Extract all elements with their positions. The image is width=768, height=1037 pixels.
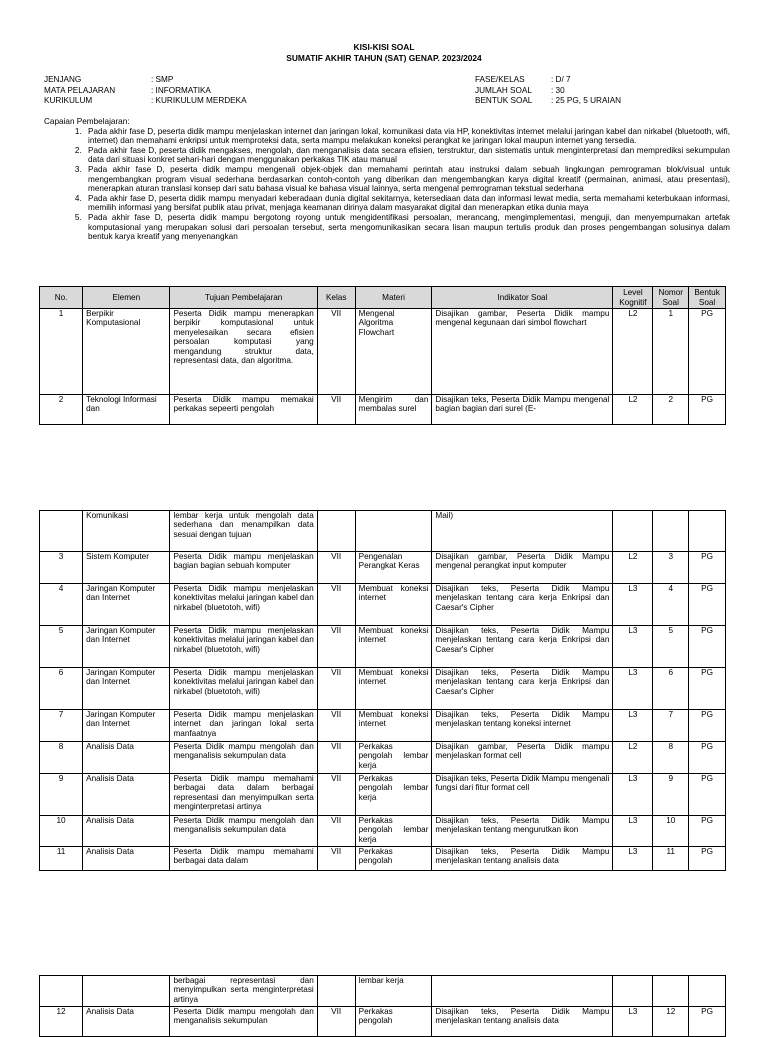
cell-elemen: Jaringan Komputer dan Internet — [83, 668, 170, 710]
cell-tujuan: lembar kerja untuk mengolah data sederhana dan menampilkan data sesuai dengan tujuan — [170, 511, 317, 552]
cell-kelas: VII — [317, 847, 355, 871]
cell-bentuk — [689, 511, 726, 552]
cell-kelas: VII — [317, 552, 355, 584]
cell-materi: Pengenalan Perangkat Keras — [355, 552, 432, 584]
cell-kelas: VII — [317, 774, 355, 816]
cell-level: L2 — [613, 395, 653, 425]
cell-indikator: Mail) — [432, 511, 613, 552]
cell-tujuan: Peserta Didik mampu menjelaskan konektivitas melalui jaringan kabel dan nirkabel (bluetotoh, wifi) — [170, 584, 317, 626]
capaian-heading: Capaian Pembelajaran: — [44, 117, 130, 126]
cell-no: 5 — [40, 626, 83, 668]
header-no: No. — [40, 287, 83, 309]
cell-nomor: 5 — [653, 626, 689, 668]
table-header-row — [40, 287, 726, 309]
cell-tujuan: Peserta Didik mampu mengolah dan menganalisis sekumpulan — [170, 1007, 317, 1037]
cell-indikator: Disajikan gambar, Peserta Didik Mampu mengenal perangkat input komputer — [432, 552, 613, 584]
table-row — [40, 742, 726, 774]
cell-kelas: VII — [317, 1007, 355, 1037]
meta-label: BENTUK SOAL — [475, 96, 533, 105]
cell-elemen: Analisis Data — [83, 742, 170, 774]
cell-bentuk: PG — [689, 847, 726, 871]
cell-kelas: VII — [317, 626, 355, 668]
header-materi: Materi — [355, 287, 432, 309]
cell-kelas: VII — [317, 309, 355, 395]
cell-bentuk: PG — [689, 626, 726, 668]
cell-materi: Perkakas pengolah lembar kerja — [355, 816, 432, 847]
cell-materi: lembar kerja — [355, 976, 432, 1007]
cell-materi: Perkakas pengolah lembar kerja — [355, 742, 432, 774]
meta-right-labels — [475, 75, 532, 107]
cell-no: 10 — [40, 816, 83, 847]
cell-bentuk: PG — [689, 774, 726, 816]
meta-value: : INFORMATIKA — [151, 85, 211, 95]
header-bentuk: Bentuk Soal — [689, 287, 726, 309]
meta-value: : 25 PG, 5 URAIAN — [551, 96, 622, 105]
kisi-table-page3 — [39, 975, 726, 1037]
cell-indikator — [432, 976, 613, 1007]
cell-level: L3 — [613, 816, 653, 847]
cell-level: L2 — [613, 742, 653, 774]
cell-indikator: Disajikan teks, Peserta Didik Mampu menjelaskan tentang koneksi internet — [432, 710, 613, 742]
cell-bentuk: PG — [689, 395, 726, 425]
cell-indikator: Disajikan teks, Peserta Didik Mampu mengenal bagian bagian dari surel (E- — [432, 395, 613, 425]
cell-bentuk: PG — [689, 552, 726, 584]
meta-left-labels — [44, 75, 115, 107]
table-row — [40, 976, 726, 1007]
kisi-table-page1 — [39, 286, 726, 425]
header-nomor: Nomor Soal — [653, 287, 689, 309]
cell-level: L3 — [613, 626, 653, 668]
capaian-item: 2. Pada akhir fase D, peserta didik mengakses, mengolah, dan menganalisis data secara efisien, terstruktur, dan sistematis untuk menginterpretasi dan memprediksi sekumpulan data dari situasi konkret sehari-hari dengan menggunakan perkakas TIK atau manual — [84, 146, 730, 165]
cell-elemen: Sistem Komputer — [83, 552, 170, 584]
cell-kelas: VII — [317, 668, 355, 710]
cell-level: L3 — [613, 668, 653, 710]
cell-tujuan: Peserta Didik mampu mengolah dan menganalisis sekumpulan data — [170, 816, 317, 847]
table-row — [40, 847, 726, 871]
cell-elemen: Analisis Data — [83, 774, 170, 816]
cell-kelas: VII — [317, 395, 355, 425]
meta-label: JUMLAH SOAL — [475, 85, 532, 95]
cell-materi: Membuat koneksi internet — [355, 626, 432, 668]
table-row — [40, 626, 726, 668]
cell-tujuan: Peserta Didik mampu menjelaskan internet dan jaringan lokal serta manfaatnya — [170, 710, 317, 742]
cell-level: L3 — [613, 710, 653, 742]
capaian-item: 3. Pada akhir fase D, peserta didik mampu mengenali objek-objek dan memahami perintah atau instruksi dalam sebuah lingkungan pemrograman blok/visual untuk mengembangkan program visual sederhana berdasarkan contoh-contoh yang diberikan dan mengembangkan karya digital kreatif (permainan, animasi, atau presentasi), menerapkan aturan translasi konsep dari satu bahasa visual ke bahasa visual lainnya, serta mengenal pemrograman tekstual sederhana — [84, 165, 730, 194]
header-tujuan: Tujuan Pembelajaran — [170, 287, 317, 309]
cell-nomor: 9 — [653, 774, 689, 816]
header-level: Level Kognitif — [613, 287, 653, 309]
cell-materi: Mengenal Algoritma Flowchart — [355, 309, 432, 395]
header-kelas: Kelas — [317, 287, 355, 309]
meta-label: KURIKULUM — [44, 96, 93, 105]
cell-tujuan: Peserta Didik mampu memahami berbagai data dalam berbagai representasi dan menyimpulkan serta menginterpretasi artinya — [170, 774, 317, 816]
cell-level: L3 — [613, 774, 653, 816]
table-row — [40, 395, 726, 425]
cell-bentuk: PG — [689, 584, 726, 626]
meta-label: MATA PELAJARAN — [44, 85, 116, 95]
cell-materi: Membuat koneksi internet — [355, 710, 432, 742]
table-row — [40, 816, 726, 847]
cell-kelas: VII — [317, 584, 355, 626]
meta-label: JENJANG — [44, 75, 82, 84]
header-elemen: Elemen — [83, 287, 170, 309]
cell-tujuan: Peserta Didik mampu menjelaskan konektivitas melalui jaringan kabel dan nirkabel (bluetotoh, wifi) — [170, 668, 317, 710]
cell-no — [40, 511, 83, 552]
cell-tujuan: berbagai representasi dan menyimpulkan serta menginterpretasi artinya — [170, 976, 317, 1007]
cell-nomor: 6 — [653, 668, 689, 710]
cell-nomor: 3 — [653, 552, 689, 584]
meta-value: : SMP — [151, 75, 174, 84]
cell-no: 9 — [40, 774, 83, 816]
cell-no: 3 — [40, 552, 83, 584]
meta-left-values — [151, 75, 247, 107]
cell-materi: Perkakas pengolah — [355, 847, 432, 871]
cell-indikator: Disajikan teks, Peserta Didik Mampu mengenali fungsi dari fitur format cell — [432, 774, 613, 816]
cell-indikator: Disajikan teks, Peserta Didik Mampu menjelaskan tentang analisis data — [432, 1007, 613, 1037]
cell-materi: Membuat koneksi internet — [355, 584, 432, 626]
cell-bentuk — [689, 976, 726, 1007]
capaian-list — [44, 127, 730, 242]
cell-materi: Membuat koneksi internet — [355, 668, 432, 710]
cell-elemen: Jaringan Komputer dan Internet — [83, 710, 170, 742]
cell-tujuan: Peserta Didik mampu menjelaskan bagian bagian sebuah komputer — [170, 552, 317, 584]
cell-level: L3 — [613, 584, 653, 626]
cell-no: 6 — [40, 668, 83, 710]
cell-tujuan: Peserta Didik mampu memakai perkakas sepeerti pengolah — [170, 395, 317, 425]
cell-level — [613, 976, 653, 1007]
cell-bentuk: PG — [689, 816, 726, 847]
cell-nomor — [653, 511, 689, 552]
cell-indikator: Disajikan gambar, Peserta Didik mampu menjelaskan format cell — [432, 742, 613, 774]
cell-indikator: Disajikan teks, Peserta Didik Mampu menjelaskan tentang cara kerja Enkripsi dan Caesar's Cipher — [432, 626, 613, 668]
cell-elemen: Teknologi Informasi dan — [83, 395, 170, 425]
cell-bentuk: PG — [689, 668, 726, 710]
capaian-item: 5. Pada akhir fase D, peserta didik mampu bergotong royong untuk mengidentifikasi persoalan, merancang, mengimplementasi, menguji, dan menyempurnakan artefak komputasional yang merupakan solusi dari persoalan tersebut, serta mengomunikasikan secara lisan maupun tertulis produk dan proses pengembangan solusinya dalam bentuk karya kreatif yang menyenangkan — [84, 213, 730, 242]
doc-title: KISI-KISI SOAL — [353, 42, 415, 52]
cell-nomor: 2 — [653, 395, 689, 425]
table-row — [40, 774, 726, 816]
cell-tujuan: Peserta Didik mampu mengolah dan menganalisis sekumpulan data — [170, 742, 317, 774]
cell-materi: Mengirim dan membalas surel — [355, 395, 432, 425]
cell-bentuk: PG — [689, 309, 726, 395]
cell-elemen: Berpikir Komputasional — [83, 309, 170, 395]
cell-materi: Perkakas pengolah lembar kerja — [355, 774, 432, 816]
cell-indikator: Disajikan teks, Peserta Didik Mampu menjelaskan tentang analisis data — [432, 847, 613, 871]
cell-nomor: 12 — [653, 1007, 689, 1037]
cell-tujuan: Peserta Didik mampu menjelaskan konektivitas melalui jaringan kabel dan nirkabel (bluetotoh, wifi) — [170, 626, 317, 668]
meta-block — [44, 75, 734, 109]
cell-no: 2 — [40, 395, 83, 425]
cell-bentuk: PG — [689, 742, 726, 774]
header-indikator: Indikator Soal — [432, 287, 613, 309]
cell-no: 12 — [40, 1007, 83, 1037]
table-row — [40, 309, 726, 395]
cell-tujuan: Peserta Didik mampu menerapkan berpikir komputasional untuk menyelesaikan secara efisien persoalan komputasi yang mengandung struktur data, representasi data, dan algoritma. — [170, 309, 317, 395]
cell-indikator: Disajikan teks, Peserta Didik Mampu menjelaskan tentang cara kerja Enkripsi dan Caesar's Cipher — [432, 668, 613, 710]
capaian-item: 4. Pada akhir fase D, peserta didik mampu menyadari keberadaan dunia digital sekitarnya, ketersediaan data dan informasi lewat media, serta memahami keterbukaan informasi, memilih informasi yang bersifat publik atau privat, menjaga keamanan dirinya dalam masyarakat digital dan menerapkan etika dunia maya — [84, 194, 730, 213]
cell-level — [613, 511, 653, 552]
cell-nomor: 7 — [653, 710, 689, 742]
cell-no: 1 — [40, 309, 83, 395]
meta-value: : D/ 7 — [551, 75, 571, 84]
table-row — [40, 1007, 726, 1037]
cell-elemen — [83, 976, 170, 1007]
cell-indikator: Disajikan gambar, Peserta Didik mampu mengenal kegunaan dari simbol flowchart — [432, 309, 613, 395]
cell-elemen: Jaringan Komputer dan Internet — [83, 584, 170, 626]
table-row — [40, 668, 726, 710]
cell-no: 4 — [40, 584, 83, 626]
cell-kelas: VII — [317, 710, 355, 742]
cell-no: 11 — [40, 847, 83, 871]
cell-level: L3 — [613, 1007, 653, 1037]
kisi-table-page2 — [39, 510, 726, 871]
cell-level: L2 — [613, 309, 653, 395]
capaian-item: 1. Pada akhir fase D, peserta didik mampu menjelaskan internet dan jaringan lokal, komunikasi data via HP, konektivitas internet melalui jaringan kabel dan nirkabel (bluetooth, wifi, internet) dan memahami enkripsi untuk memproteksi data, serta mampu melakukan koneksi perangkat ke jaringan lokal maupun internet yang tersedia. — [84, 127, 730, 146]
doc-subtitle: SUMATIF AKHIR TAHUN (SAT) GENAP. 2023/2024 — [286, 53, 482, 63]
cell-nomor: 8 — [653, 742, 689, 774]
table-row — [40, 710, 726, 742]
cell-nomor: 1 — [653, 309, 689, 395]
cell-indikator: Disajikan teks, Peserta Didik Mampu menjelaskan tentang mengurutkan ikon — [432, 816, 613, 847]
table-row — [40, 511, 726, 552]
cell-nomor — [653, 976, 689, 1007]
table-row — [40, 584, 726, 626]
cell-kelas: VII — [317, 816, 355, 847]
cell-level: L3 — [613, 847, 653, 871]
cell-elemen: Analisis Data — [83, 1007, 170, 1037]
cell-level: L2 — [613, 552, 653, 584]
meta-label: FASE/KELAS — [475, 75, 525, 84]
cell-nomor: 10 — [653, 816, 689, 847]
cell-kelas: VII — [317, 742, 355, 774]
cell-kelas — [317, 976, 355, 1007]
capaian-pembelajaran — [44, 117, 730, 242]
cell-materi — [355, 511, 432, 552]
cell-no: 7 — [40, 710, 83, 742]
cell-nomor: 11 — [653, 847, 689, 871]
cell-nomor: 4 — [653, 584, 689, 626]
meta-value: : 30 — [551, 85, 565, 95]
cell-elemen: Jaringan Komputer dan Internet — [83, 626, 170, 668]
cell-no: 8 — [40, 742, 83, 774]
cell-elemen: Analisis Data — [83, 847, 170, 871]
meta-right-values — [551, 75, 621, 107]
cell-elemen: Analisis Data — [83, 816, 170, 847]
cell-no — [40, 976, 83, 1007]
table-row — [40, 552, 726, 584]
cell-elemen: Komunikasi — [83, 511, 170, 552]
cell-materi: Perkakas pengolah — [355, 1007, 432, 1037]
meta-value: : KURIKULUM MERDEKA — [151, 96, 247, 105]
cell-kelas — [317, 511, 355, 552]
cell-indikator: Disajikan teks, Peserta Didik Mampu menjelaskan tentang cara kerja Enkripsi dan Caesar's Cipher — [432, 584, 613, 626]
cell-tujuan: Peserta Didik mampu memahami berbagai data dalam — [170, 847, 317, 871]
cell-bentuk: PG — [689, 1007, 726, 1037]
cell-bentuk: PG — [689, 710, 726, 742]
